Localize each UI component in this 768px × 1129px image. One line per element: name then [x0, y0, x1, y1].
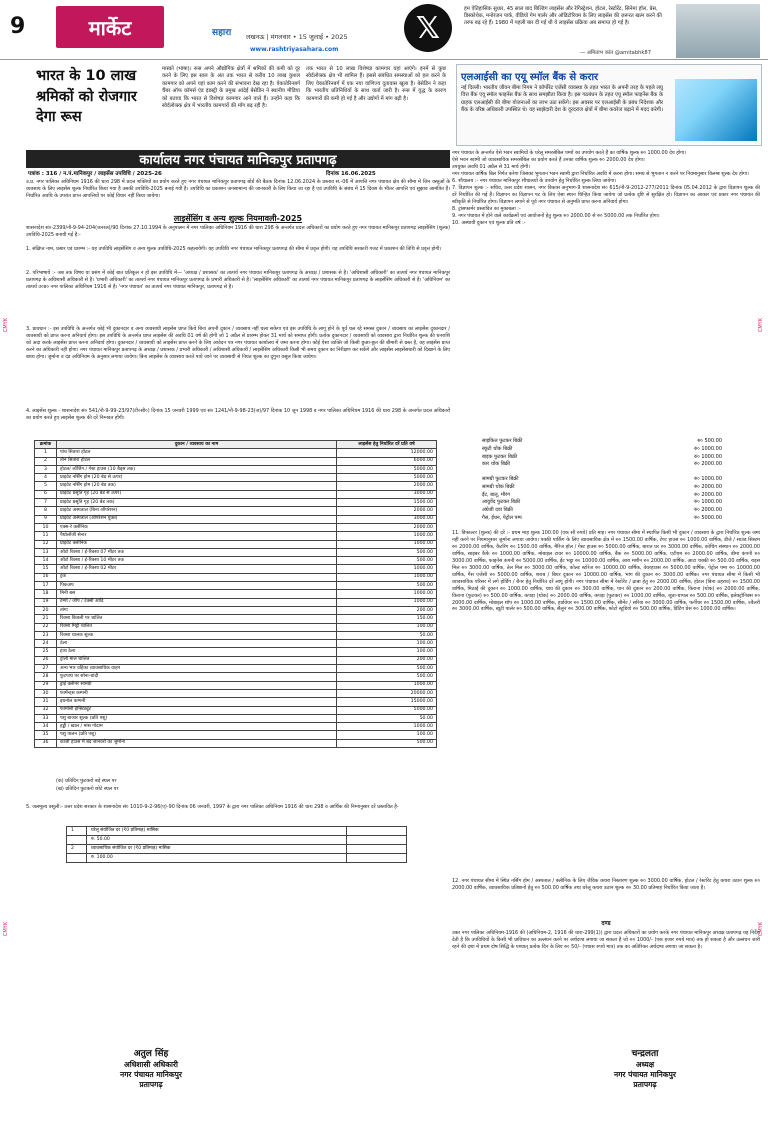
- fee-amount-cell: 2000.00: [337, 523, 437, 531]
- col-fee: लाइसेंस हेतु निर्धारित दरें प्रति वर्ष: [337, 441, 437, 449]
- penalty-heading: दण्ड: [601, 920, 611, 927]
- point-11: 11. डिफाल्टर (शुल्क) की दरें :- प्रथम माह शुल्क 100.00 (एक सौ रुपये) प्रति माह। नगर पंचायत सीमा में स्थापित किसी भी दुकान / व्यवसाय के द्वारा निर्धारित शुल्क जमा नहीं करने पर नियमानुसार जुर्माना लगाया जायेगा। पक्की पार्किंग के लिए व्यावसायिक क्षेत्र में रु० 1500.00 वार्षिक, टेण्ट हाउस रु० 1000.00 वार्षिक, डीजे / साउंड सिस्टम रु० 2000.00 वार्षिक, कैटरिंग रु० 1500.00 वार्षिक, मैरिज हॉल / गेस्ट हाउस रु० 5000.00 वार्षिक, बारात घर रु० 3000.00 वार्षिक, कोचिंग संस्थान रु० 2000.00 वार्षिक, साइबर कैफे रु० 1000.00 वार्षिक, मोबाइल टावर रु० 10000.00 वार्षिक, बैंक रु० 5000.00 वार्षिक, एटीएम रु० 2000.00 वार्षिक, बीमा कंपनी रु० 3000.00 वार्षिक, फाइनेंस कंपनी रु० 5000.00 वार्षिक, ईंट भट्ठा रु० 10000.00 वार्षिक, आरा मशीन रु० 2000.00 वार्षिक, आटा चक्की रु० 500.00 वार्षिक, राइस मिल रु० 3000.00 वार्षिक, तेल मिल रु० 3000.00 वार्षिक, कोल्ड स्टोरेज रु० 10000.00 वार्षिक, वेयरहाउस रु० 5000.00 वार्षिक, पेट्रोल पम्प रु० 10000.00 वार्षिक, गैस एजेंसी रु० 5000.00 वार्षिक, शराब / बियर दुकान रु० 10000.00 वार्षिक, भांग की दुकान रु० 3000.00 वार्षिक। नगर पंचायत सीमा में किसी भी व्यावसायिक परिसर में लगे होर्डिंग / बैनर हेतु निर्धारित दरें लागू होंगी। नगर पंचायत सीमा में रेस्टोरेंट / ढाबा हेतु रु० 2000.00 वार्षिक, होटल (बिना ठहराव) रु० 1500.00 वार्षिक, मिठाई की दुकान रु० 1000.00 वार्षिक, चाय की दुकान रु० 300.00 वार्षिक, पान की दुकान रु० 200.00 वार्षिक, किराना (थोक) रु० 2000.00 वार्षिक, किराना (फुटकर) रु० 500.00 वार्षिक, कपड़ा (थोक) रु० 2000.00 वार्षिक, कपड़ा (फुटकर) रु० 1000.00 वार्षिक, जूता-चप्पल रु० 500.00 वार्षिक, इलेक्ट्रॉनिक्स रु० 2000.00 वार्षिक, मोबाइल शॉप रु० 1000.00 वार्षिक, हार्डवेयर रु० 1500.00 वार्षिक, सीमेंट / सरिया रु० 3000.00 वार्षिक, फर्नीचर रु० 1500.00 वार्षिक, ज्वैलरी रु० 3000.00 वार्षिक, ब्यूटी पार्लर रु० 500.00 वार्षिक, सैलून रु० 300.00 वार्षिक, फोटो स्टूडियो रु० 500.00 वार्षिक, प्रिंटिंग प्रेस रु० 1000.00 वार्षिक।: [452, 530, 760, 613]
- fee-sn-cell: 28: [35, 673, 57, 681]
- fee-table-row: [35, 573, 437, 581]
- fee-amount-cell: 150.00: [337, 615, 437, 623]
- fee-table-row: [35, 739, 437, 747]
- fee-amount-cell: 100.00: [337, 623, 437, 631]
- fee-table-row: [35, 590, 437, 598]
- right-item: 6. शौचालय :- नगर पंचायत मानिकपुर शौचालयों के उपयोग हेतु निर्धारित शुल्क लिया जायेगा।: [452, 177, 617, 184]
- fee-table-row: [35, 532, 437, 540]
- fee-sn-cell: 5: [35, 482, 57, 490]
- fee-table-row: [35, 457, 437, 465]
- fee-table-row: [35, 640, 437, 648]
- rate-value: रु० 2000.00: [694, 483, 722, 490]
- fee-name-cell: मिनी बस: [57, 590, 337, 598]
- fee-table-row: [35, 523, 437, 531]
- fee-amount-cell: 500.00: [337, 665, 437, 673]
- fee-amount-cell: 1000.00: [337, 573, 437, 581]
- fee-name-cell: प्राइवेट नर्सिंग होम (20 बेड से ऊपर): [57, 474, 337, 482]
- fee-name-cell: प्राइवेट नर्सिंग होम (20 बेड तक): [57, 482, 337, 490]
- fee-amount-cell: 12000.00: [337, 449, 437, 457]
- fee-sn-cell: 10: [35, 523, 57, 531]
- fee-table-row: [35, 723, 437, 731]
- fee-table-row: [35, 499, 437, 507]
- fee-sn-cell: 29: [35, 681, 57, 689]
- rate-label: स्कूटी थोक बिक्री: [482, 445, 513, 452]
- fee-sn-cell: 1: [35, 449, 57, 457]
- fee-table-row: [35, 474, 437, 482]
- fee-name-cell: तीन सितारा होटल: [57, 457, 337, 465]
- sig-right-org: नगर पंचायत मानिकपुर: [614, 1070, 676, 1080]
- fee-amount-cell: 1000.00: [337, 598, 437, 606]
- fee-sn-cell: 32: [35, 706, 57, 714]
- right-item: 8. ट्रांसफार्मर प्रस्तावित का मुकाबला :-: [452, 205, 521, 212]
- fee-name-cell: ठेला: [57, 640, 337, 648]
- fee-sn-cell: 16: [35, 573, 57, 581]
- fee-sn-cell: 36: [35, 739, 57, 747]
- right-item: नगर पंचायत वार्षिक बिल निर्गत करेगा जिसका भुगतान भवन स्वामी द्वारा निर्धारित अवधि में करना होगा। समय से भुगतान न करने पर नियमानुसार विलम्ब शुल्क देय होगा।: [452, 170, 749, 177]
- fee-sn-cell: 21: [35, 615, 57, 623]
- fee-amount-cell: 1000.00: [337, 590, 437, 598]
- fee-name-cell: टेम्पो / जीप / टैक्सी आदि: [57, 598, 337, 606]
- fee-amount-cell: 50.00: [337, 631, 437, 639]
- fee-sn-cell: 11: [35, 532, 57, 540]
- water-rate-cell: 1: [67, 827, 87, 836]
- fee-table-row: [35, 548, 437, 556]
- right-item: उपयुक्त अवधि 01 अप्रैल से 31 मार्च होगी।: [452, 163, 530, 170]
- cmyk-mark-left-bottom: CMYK: [3, 922, 9, 937]
- fee-amount-cell: 1500.00: [337, 499, 437, 507]
- fee-sn-cell: 4: [35, 474, 57, 482]
- rate-label: ईंट, बालू, मौरंग: [482, 491, 511, 498]
- fee-amount-cell: 5000.00: [337, 474, 437, 482]
- fee-amount-cell: 1000.00: [337, 540, 437, 548]
- table-note-2: (ख) प्रतिदिन फुटकरो छोटे स्थल पर: [56, 786, 119, 792]
- fee-sn-cell: 26: [35, 656, 57, 664]
- rate-label: कार थोक बिक्री: [482, 461, 510, 468]
- fee-amount-cell: 500.00: [337, 557, 437, 565]
- fee-table: [34, 440, 437, 748]
- water-rate-cell: [347, 827, 407, 836]
- website-url[interactable]: www.rashtriyasahara.com: [250, 46, 339, 53]
- fee-sn-cell: 6: [35, 490, 57, 498]
- author-photo: [676, 4, 760, 58]
- fee-table-row: [35, 482, 437, 490]
- rate-value: रु० 1000.00: [694, 476, 722, 482]
- fee-name-cell: होटल/ लॉजिंग / गेस्ट हाउस (10 बैड्स तक): [57, 465, 337, 473]
- point-5: 5. जलमूल्य वसूली:- उत्तर प्रदेश सरकार के शासनादेश सं० 1010-9-2-96(ए)-90 दिनांक 06 जनवरी, 1997 के द्वारा नगर पालिका अधिनियम 1916 की धारा 298 व आर्थिक की निम्नानुसार दरें प्रस्तावित है-: [26, 804, 399, 810]
- fee-sn-cell: 3: [35, 465, 57, 473]
- rate-label: गैस, ईंधन, पेट्रोल पम्प: [482, 514, 522, 521]
- fee-name-cell: ऑटो रिक्शा / ई-रिक्शा 10 मीटर तक: [57, 557, 337, 565]
- notice-title: कार्यालय नगर पंचायत मानिकपुर प्रतापगढ़: [26, 150, 450, 168]
- rate-value: रु० 500.00: [697, 438, 722, 444]
- fee-name-cell: पैथोलॉजी सेन्टर: [57, 532, 337, 540]
- fee-name-cell: हड्डी / खाल / मांस गोदाम: [57, 723, 337, 731]
- rate-label: साइकिल फुटकर बिक्री: [482, 438, 523, 444]
- rate-value: रु० 1000.00: [694, 445, 722, 452]
- fee-sn-cell: 8: [35, 507, 57, 515]
- fee-amount-cell: 1000.00: [337, 681, 437, 689]
- x-logo-icon: 𝕏: [404, 4, 452, 52]
- sig-left-place: प्रतापगढ़: [139, 1080, 163, 1090]
- fee-table-row: [35, 623, 437, 631]
- fee-name-cell: पिकअप: [57, 582, 337, 590]
- fee-name-cell: रिक्शा मिट्टी चालित: [57, 623, 337, 631]
- water-rate-cell: रु. 50.00: [87, 836, 347, 845]
- right-item: 10. अस्थायी दुकान एवं शुल्क प्रति वर्ष :-: [452, 219, 526, 226]
- table-note-1: (क) प्रतिदिन फुटकरो बड़े स्थल पर: [56, 778, 117, 784]
- rate-row: [482, 461, 722, 469]
- fee-amount-cell: 1000.00: [337, 565, 437, 573]
- water-rate-table: [66, 826, 407, 863]
- fee-sn-cell: 15: [35, 565, 57, 573]
- notice-para-1: शासनादेश सं०-2399/नौ-9-94-204(जनरल)/90 दिनांक 27.10.1994 के अनुपालन में नगर पालिका अधिनियम 1916 की धारा 298 के अन्तर्गत प्रदत्त अधिकारों का प्रयोग करते हुए नगर पंचायत मानिकपुर प्रतापगढ़ लाइसेंसिंग (शुल्क) उपविधि-2025 बनायी गई है:-: [26, 225, 450, 238]
- rate-value: रु० 1000.00: [694, 499, 722, 506]
- fee-amount-cell: 3000.00: [337, 515, 437, 523]
- fee-name-cell: इथनोल कम्पनी: [57, 698, 337, 706]
- rate-row: [482, 454, 722, 462]
- fee-name-cell: प्राइवेट अस्पताल (ऑपरेशन युक्त): [57, 515, 337, 523]
- dateline: लखनऊ | मंगलवार • 15 जुलाई • 2025: [246, 33, 348, 41]
- fee-name-cell: रिक्शा चालक शुल्क: [57, 631, 337, 639]
- story1-column-2: तक भारत से 10 लाख विशेषज्ञ कामगार यहां आएंगे। इनमें से कुछ स्वेर्दलोव्स्क क्षेत्र भी शामिल हैं। इससे संबंधित समस्याओं को हल करने के लिए येकातेरिनबर्ग में एक नया वाणिज्य दूतावास खुला है। बेसेडिन ने कहा कि भारतीय प्रतिनिधियों के साथ वार्ता जारी है। रूस में युद्ध के कारण कामगारों की कमी हो गई है और उद्योगों में मांग बढ़ी है।: [306, 66, 446, 102]
- fee-amount-cell: 15000.00: [337, 698, 437, 706]
- fee-amount-cell: 500.00: [337, 582, 437, 590]
- fee-table-row: [35, 515, 437, 523]
- fee-sn-cell: 19: [35, 598, 57, 606]
- notice-ref: पत्रांक : 316 / न.पं.मानिकपुर / लाइसेंस उपविधि / 2025-26: [28, 171, 162, 177]
- rates-list-a: [482, 438, 722, 469]
- rate-row: [482, 515, 722, 523]
- fee-table-row: [35, 507, 437, 515]
- section-logo: मार्केट: [56, 6, 164, 48]
- story1-column-1: मास्को (भाषा)। रूस अपने औद्योगिक क्षेत्रों में श्रमिकों की कमी को दूर करने के लिए इस साल के अंत तक भारत से करीब 10 लाख कुशल कामगार को अपने यहां काम करने की संभावना देख रहा है। येकातेरिनबर्ग चैंबर ऑफ कॉमर्स एंड इंडस्ट्री के प्रमुख आंद्रेई बेसेडिन ने स्थानीय मीडिया को बताया कि भारत से विशेषज्ञ कामगार आने वाले हैं। उन्होंने कहा कि स्वेर्दलोव्स्क क्षेत्र में भारतीय कामगारों की माँग बढ़ रही है।: [162, 66, 300, 109]
- quote-author: — अमिताभ कांत @amitabhk87: [580, 50, 652, 56]
- fee-sn-cell: 27: [35, 665, 57, 673]
- sig-left-name: अतुल सिंह: [133, 1049, 169, 1059]
- notice-subhead: लाइसेंसिंग व अन्य शुल्क नियमावली-2025: [173, 214, 303, 223]
- sig-right-place: प्रतापगढ़: [633, 1080, 657, 1090]
- fee-amount-cell: 500.00: [337, 548, 437, 556]
- fee-amount-cell: 50.00: [337, 714, 437, 722]
- rate-value: रु० 2000.00: [694, 491, 722, 498]
- fee-table-row: [35, 490, 437, 498]
- fee-table-row: [35, 731, 437, 739]
- fee-sn-cell: 20: [35, 606, 57, 614]
- fee-sn-cell: 33: [35, 714, 57, 722]
- water-rate-cell: [67, 854, 87, 863]
- water-rate-cell: [347, 845, 407, 854]
- fee-table-row: [35, 465, 437, 473]
- rate-row: [482, 499, 722, 507]
- water-rate-row: [67, 854, 407, 863]
- fee-sn-cell: 22: [35, 623, 57, 631]
- fee-name-cell: ऑटो रिक्शा / ई-रिक्शा 07 मीटर तक: [57, 548, 337, 556]
- fee-sn-cell: 30: [35, 689, 57, 697]
- sig-right-name: चन्द्रलता: [631, 1049, 659, 1059]
- fee-name-cell: प्राइवेट प्रसूति गृह (20 बेड तक): [57, 499, 337, 507]
- fee-table-row: [35, 615, 437, 623]
- fee-name-cell: प्राइवेट प्रसूति गृह (20 बेड से ऊपर): [57, 490, 337, 498]
- fee-sn-cell: 34: [35, 723, 57, 731]
- fee-name-cell: ट्रक: [57, 573, 337, 581]
- rates-list-b: [482, 476, 722, 523]
- notice-intro: उ.प्र. नगर पालिका अधिनियम 1916 की धारा 298 में प्रदत्त शक्तियों का प्रयोग करते हुए नगर पंचायत मानिकपुर प्रतापगढ़ बोर्ड की बैठक दिनांक 12.06.2024 के प्रस्ताव सं.-06 में आपत्ति नगर पंचायत क्षेत्र की सीमा में जिन वस्तुओं के व्यवसाय के लिए लाइसेंस शुल्क निर्धारित किया गया है उसकी उपविधि-2025 बनाई गयी है। उपविधि का प्रकाशन जनसामान्य की जानकारी के लिए किया जा रहा है एवं उपविधि के संबंध में 15 दिवस के भीतर आपत्ति एवं सुझाव आमंत्रित हैं। निर्धारित अवधि के उपरांत प्राप्त आपत्तियों पर कोई विचार नहीं किया जायेगा।: [26, 179, 450, 199]
- story2-body: नई दिल्ली। भारतीय जीवन बीमा निगम ने कॉर्पोरेट एजेंसी व्यवस्था के तहत भारत के अपनी तरह के पहले लघु वित्त बैंक एयू स्मॉल फाइनेंस बैंक के साथ समझौता किया है। इस गठबंधन के तहत एयू स्मॉल फाइनेंस बैंक के ग्राहक एलआईसी की बीमा योजनाओं का लाभ उठा सकेंगे। इस अवसर पर एलआईसी के प्रबंध निदेशक और बैंक के वरिष्ठ अधिकारी उपस्थित थे। यह साझेदारी देश के दूरदराज क्षेत्रों में बीमा कवरेज बढ़ाने में मदद करेगी।: [461, 85, 663, 114]
- fee-name-cell: फार्मेन्ट्स कम्पनी: [57, 689, 337, 697]
- point-4: 4. लाइसेंस शुल्क - शासनादेश सं० 541/नौ-9-99-23/97(टी०सी०) दिनांक 15 जनवरी 1999 एवं सं० 1241/नौ-9-98-23(ज)/97 दिनांक 10 जून 1998 व नगर पालिका अधिनियम 1916 की धारा 298 के अन्तर्गत प्रदत्त अधिकारों का प्रयोग करते हुए लाइसेंस शुल्क की दरें निम्नवत होंगी।: [26, 408, 450, 421]
- fee-sn-cell: 7: [35, 499, 57, 507]
- point-3: 3. प्रावधान :- इस उपविधि के अन्तर्गत कोई भी दुकानदार व अन्य व्यवसायी लाइसेंस प्राप्त किये बिना अपनी दुकान / व्यवसाय नहीं चला सकेगा एवं इस उपविधि के लागू होने के पूर्व चल रहे समस्त दुकान / व्यवसाय का लाइसेंस दुकानदार / व्यवसायी को प्राप्त करना अनिवार्य होगा। इस उपविधि के अन्तर्गत प्राप्त लाइसेंस की अवधि 01 वर्ष की होगी जो 1 अप्रैल से प्रारम्भ होकर 31 मार्च को समाप्त होगी। प्रत्येक दुकानदार / व्यवसायी को व्यवसाय द्वारा निर्धारित शुल्क की धनराशि को अदा करके लाइसेंस प्राप्त करना अनिवार्य होगा। दुकानदार / व्यवसायी को लाइसेंस प्राप्त करने के लिए आवेदन पत्र नगर पंचायत कार्यालय में जमा करना होगा। कोई ऐसा व्यक्ति जो किसी छुआ-छूत की बीमारी से ग्रस्त है, वह लाइसेंस प्राप्त करने का अधिकारी नहीं होगा। नगर पंचायत मानिकपुर प्रतापगढ़ के अध्यक्ष / प्रशासक / प्रभारी अधिकारी / अधिशासी अधिकारी / लाइसेंसिंग अधिकारी किसी भी समय दुकान का निरीक्षण कर सकेंगे और लाइसेंस लाइसेंसधारी को दिखाने के लिए बाध्य होगा। जुर्माना व दंड अधिनियम के अनुसार लगाया जायेगा। बिना लाइसेंस के व्यवसाय करते पाये जाने पर व्यवसायी से नियत शुल्क का दुगुना वसूल किया जायेगा।: [26, 326, 450, 360]
- sig-right-role: अध्यक्ष: [635, 1060, 655, 1070]
- paper-logo: सहारा: [212, 28, 232, 38]
- penalty-text: उक्त नगर पालिका अधिनियम-1916 की (अधिनियम-2, 1916 की धारा-299(1)) द्वारा प्रदत्त अधिकारों का प्रयोग करके नगर पंचायत मानिकपुर अध्यक्ष प्रतापगढ़ यह निर्देश देती है कि उपविधियों के किसी भी प्राविधान का उल्लंघन करने पर अर्थदण्ड लगाया जा सकता है जो रु० 1000/- (एक हजार रुपये मात्र) तक हो सकता है और उल्लंघन जारी रहने की दशा में प्रथम दोष सिद्धि के पश्चात् प्रत्येक दिन के लिए रु० 50/- (पचास रुपये मात्र) तक का अतिरिक्त अर्थदण्ड लगाया जा सकता है।: [452, 930, 760, 950]
- right-items: [452, 150, 760, 226]
- fee-name-cell: ऑटो रिक्शा / ई-रिक्शा 02 मीटर: [57, 565, 337, 573]
- fee-table-row: [35, 540, 437, 548]
- fee-sn-cell: 9: [35, 515, 57, 523]
- signature-right: [560, 1048, 730, 1091]
- fee-name-cell: रिक्शा बिजली पर चालित: [57, 615, 337, 623]
- water-rate-cell: घरेलू संयोजित दर (₹0 प्रतिमाह) मासिक: [87, 827, 347, 836]
- col-name: दुकान / व्यवसाय का नाम: [57, 441, 337, 449]
- fee-sn-cell: 2: [35, 457, 57, 465]
- fee-sn-cell: 13: [35, 548, 57, 556]
- fee-sn-cell: 17: [35, 582, 57, 590]
- fee-sn-cell: 31: [35, 698, 57, 706]
- fee-name-cell: प्राइवेट क्लीनिक: [57, 540, 337, 548]
- cmyk-mark-right: CMYK: [758, 318, 764, 333]
- fee-amount-cell: 200.00: [337, 656, 437, 664]
- fee-name-cell: ड्राई क्लीनर सामग्री: [57, 681, 337, 689]
- fee-table-row: [35, 598, 437, 606]
- fee-table-row: [35, 665, 437, 673]
- fee-amount-cell: 500.00: [337, 673, 437, 681]
- water-rate-row: [67, 836, 407, 845]
- water-rate-cell: [67, 836, 87, 845]
- col-sn: क्रमांक: [35, 441, 57, 449]
- fee-name-cell: पशु पालन (प्रति पशु): [57, 731, 337, 739]
- fee-amount-cell: 5000.00: [337, 706, 437, 714]
- page-number: 9: [10, 14, 26, 39]
- right-item: 9. नगर पंचायत में होने वाले कार्यक्रमों एवं आयोजनों हेतु शुल्क रु० 2000.00 से रु० 5000.00 तक निर्धारित होगा।: [452, 212, 660, 219]
- point-2: 2. परिभाषायें :- जब तक विषय या प्रसंग में कोई बात प्रतिकूल न हो इस उपविधि में— 'अध्यक्ष / प्रशासक' का तात्पर्य नगर पंचायत मानिकपुर प्रतापगढ़ के अध्यक्ष / प्रशासक से है। 'अधिशासी अधिकारी' का तात्पर्य नगर पंचायत मानिकपुर प्रतापगढ़ के अधिशासी अधिकारी से है। 'प्रभारी अधिकारी' का तात्पर्य नगर पंचायत मानिकपुर प्रतापगढ़ के प्रभारी अधिकारी से है। 'लाइसेंसिंग अधिकारी' का तात्पर्य नगर पंचायत मानिकपुर प्रतापगढ़ के लाइसेंसिंग अधिकारी से है। 'अधिनियम' का तात्पर्य उ०प्र० नगर पालिका अधिनियम 1916 से है। 'नगर पंचायत' का तात्पर्य नगर पंचायत मानिकपुर, प्रतापगढ़ से है।: [26, 270, 450, 290]
- fee-table-row: [35, 673, 437, 681]
- fee-name-cell: हाथ ठेला: [57, 648, 337, 656]
- fee-table-row: [35, 656, 437, 664]
- rate-row: [482, 446, 722, 454]
- fee-name-cell: काजी हाउस में बंद जानवरों का जुर्माना: [57, 739, 337, 747]
- fee-name-cell: फार्मासी इन्स्टिट्यूट: [57, 706, 337, 714]
- sig-left-org: नगर पंचायत मानिकपुर: [120, 1070, 182, 1080]
- rate-value: रु० 2000.00: [694, 507, 722, 513]
- fee-name-cell: प्राइवेट अस्पताल (बिना ऑपरेशन): [57, 507, 337, 515]
- fee-sn-cell: 14: [35, 557, 57, 565]
- fee-amount-cell: 2000.00: [337, 507, 437, 515]
- water-rate-row: [67, 845, 407, 854]
- notice-date: दिनांक 16.06.2025: [326, 171, 376, 177]
- fee-name-cell: पांच सितारा होटल: [57, 449, 337, 457]
- rate-label: सामग्री फुटकर बिक्री: [482, 476, 519, 482]
- fee-sn-cell: 24: [35, 640, 57, 648]
- rate-label: सामग्री थोक बिक्री: [482, 483, 515, 490]
- fee-name-cell: ट्रॉली माल चालित: [57, 656, 337, 664]
- rate-label: आयुर्वेद फुटकर बिक्री: [482, 499, 521, 506]
- rate-value: रु० 1000.00: [694, 453, 722, 460]
- fee-amount-cell: 100.00: [337, 648, 437, 656]
- story2-headline: एलआईसी का एयू स्मॉल बैंक से करार: [461, 72, 599, 83]
- fee-amount-cell: 3000.00: [337, 490, 437, 498]
- fee-table-row: [35, 582, 437, 590]
- fee-amount-cell: 2000.00: [337, 482, 437, 490]
- fee-table-row: [35, 681, 437, 689]
- fee-amount-cell: 500.00: [337, 739, 437, 747]
- fee-table-row: [35, 648, 437, 656]
- fee-sn-cell: 18: [35, 590, 57, 598]
- water-rate-row: [67, 827, 407, 836]
- fee-table-row: [35, 714, 437, 722]
- fee-table-header: [35, 441, 437, 449]
- story2-photo: [675, 79, 757, 141]
- fee-table-row: [35, 557, 437, 565]
- rate-row: [482, 438, 722, 446]
- water-rate-cell: रु. 100.00: [87, 854, 347, 863]
- rate-row: [482, 484, 722, 492]
- fee-table-row: [35, 689, 437, 697]
- fee-sn-cell: 23: [35, 631, 57, 639]
- fee-amount-cell: 100.00: [337, 731, 437, 739]
- water-rate-cell: व्यावसायिक संयोजित दर (₹0 प्रतिमाह) मासिक: [87, 845, 347, 854]
- fee-amount-cell: 5000.00: [337, 465, 437, 473]
- point-12: 12. नगर पंचायत सीमा में स्थित नर्सिंग होम / अस्पताल / क्लीनिक के लिए जैविक कचरा निस्तारण शुल्क रु० 3000.00 वार्षिक, होटल / रेस्टोरेंट हेतु कचरा उठान शुल्क रु० 2000.00 वार्षिक, व्यावसायिक प्रतिष्ठानों हेतु रु० 500.00 वार्षिक तथा घरेलू कचरा उठान शुल्क रु० 30.00 प्रतिमाह निर्धारित किया जाता है।: [452, 878, 760, 891]
- right-item: नगर पंचायत के अन्तर्गत ऐसे भवन स्वामियों के घरेलू समरसेबिल पम्पों का उपयोग करते हैं का वार्षिक शुल्क रु० 1000.00 देय होगा।: [452, 150, 687, 156]
- fee-name-cell: एक्स-रे क्लीनिक: [57, 523, 337, 531]
- cmyk-mark-left: CMYK: [3, 318, 9, 333]
- fee-name-cell: पशु बाजार शुल्क (प्रति पशु): [57, 714, 337, 722]
- fee-table-row: [35, 698, 437, 706]
- cmyk-mark-right-bottom: CMYK: [758, 922, 764, 937]
- fee-name-cell: अन्य भार वहिका व्यावसायिक वाहन: [57, 665, 337, 673]
- right-item: ऐसे भवन स्वामी जो व्यावसायिक समरसेबिल का प्रयोग करते हैं उनका वार्षिक शुल्क रु० 2000.00 देय होगा।: [452, 156, 645, 163]
- right-item: 7. विज्ञापन शुल्क :- सचिव, उत्तर प्रदेश शासन, नगर विकास अनुभाग-9 शासनादेश सं० 615/नौ-9-2012-277/2011 दिनांक 05.04.2012 के द्वारा विज्ञापन शुल्क की दरें निर्धारित की गई हैं। विज्ञापन का विज्ञापन पट के लिए ऐसा स्थान चिन्हित किया जायेगा जो प्रत्येक दृष्टि से सुरक्षित हो। विज्ञापन का आकार एवं प्रकार नगर पंचायत की स्वीकृति से निर्धारित होगा। विज्ञापन लगाने से पूर्व नगर पंचायत से अनुमति प्राप्त करना अनिवार्य होगा।: [452, 184, 760, 205]
- rate-value: रु० 2000.00: [694, 461, 722, 468]
- fee-amount-cell: 100.00: [337, 640, 437, 648]
- fee-amount-cell: 6000.00: [337, 457, 437, 465]
- fee-table-row: [35, 606, 437, 614]
- fee-name-cell: फुटपाथ पर सोना-चांदी: [57, 673, 337, 681]
- fee-table-row: [35, 565, 437, 573]
- point-1: 1. संक्षिप्त नाम, प्रसार एवं प्रारम्भ :- यह उपविधि लाइसेंसिंग व अन्य शुल्क उपविधि-2025 कहलायेगी। यह उपविधि नगर पंचायत मानिकपुर प्रतापगढ़ की सीमा में प्रवृत्त होगी। यह उपविधि सरकारी गजट में प्रकाशन की तिथि से प्रवृत्त होगी।: [26, 246, 442, 252]
- rate-label: बाइक फुटकर बिक्री: [482, 453, 518, 460]
- public-notice: [26, 150, 450, 1120]
- fee-sn-cell: 35: [35, 731, 57, 739]
- notice-right-column: [452, 150, 760, 226]
- fee-amount-cell: 1000.00: [337, 723, 437, 731]
- sig-left-role: अधिशासी अधिकारी: [124, 1060, 178, 1070]
- story2-box: [456, 64, 762, 146]
- masthead-quote: हम ऐतिहासिक सुधार, 45 साल बाद बिल्डिंग लाइसेंस और रेगिस्ट्रेशन, होटल, रेस्टोरेंट, सिनेमा हॉल, प्रेस, डिस्कोथेक, मनोरंजन पार्क, वीडियो गेम पार्लर और ऑडिटोरियम के लिए लाइसेंस की ज़रूरत खत्म करने की तरफ बढ़ रहे हैं। 1980 में पहली बार दी गई थी ये लाइसेंस प्रक्रिया अब समाप्त हो गई है।: [464, 6, 662, 27]
- fee-table-row: [35, 706, 437, 714]
- masthead: [0, 0, 768, 60]
- fee-name-cell: तांगा: [57, 606, 337, 614]
- rate-value: रु० 5000.00: [694, 514, 722, 521]
- rate-row: [482, 507, 722, 515]
- fee-sn-cell: 25: [35, 648, 57, 656]
- water-rate-cell: [347, 854, 407, 863]
- rate-label: अंग्रेजी दवा बिक्री: [482, 507, 513, 513]
- fee-table-row: [35, 449, 437, 457]
- fee-table-row: [35, 631, 437, 639]
- water-rate-cell: [347, 836, 407, 845]
- fee-amount-cell: 20000.00: [337, 689, 437, 697]
- fee-sn-cell: 12: [35, 540, 57, 548]
- rate-row: [482, 476, 722, 484]
- fee-amount-cell: 1000.00: [337, 532, 437, 540]
- story1-headline: भारत के 10 लाख श्रमिकों को रोजगार देगा रूस: [36, 68, 137, 126]
- signature-left: [66, 1048, 236, 1091]
- water-rate-cell: 2: [67, 845, 87, 854]
- fee-amount-cell: 200.00: [337, 606, 437, 614]
